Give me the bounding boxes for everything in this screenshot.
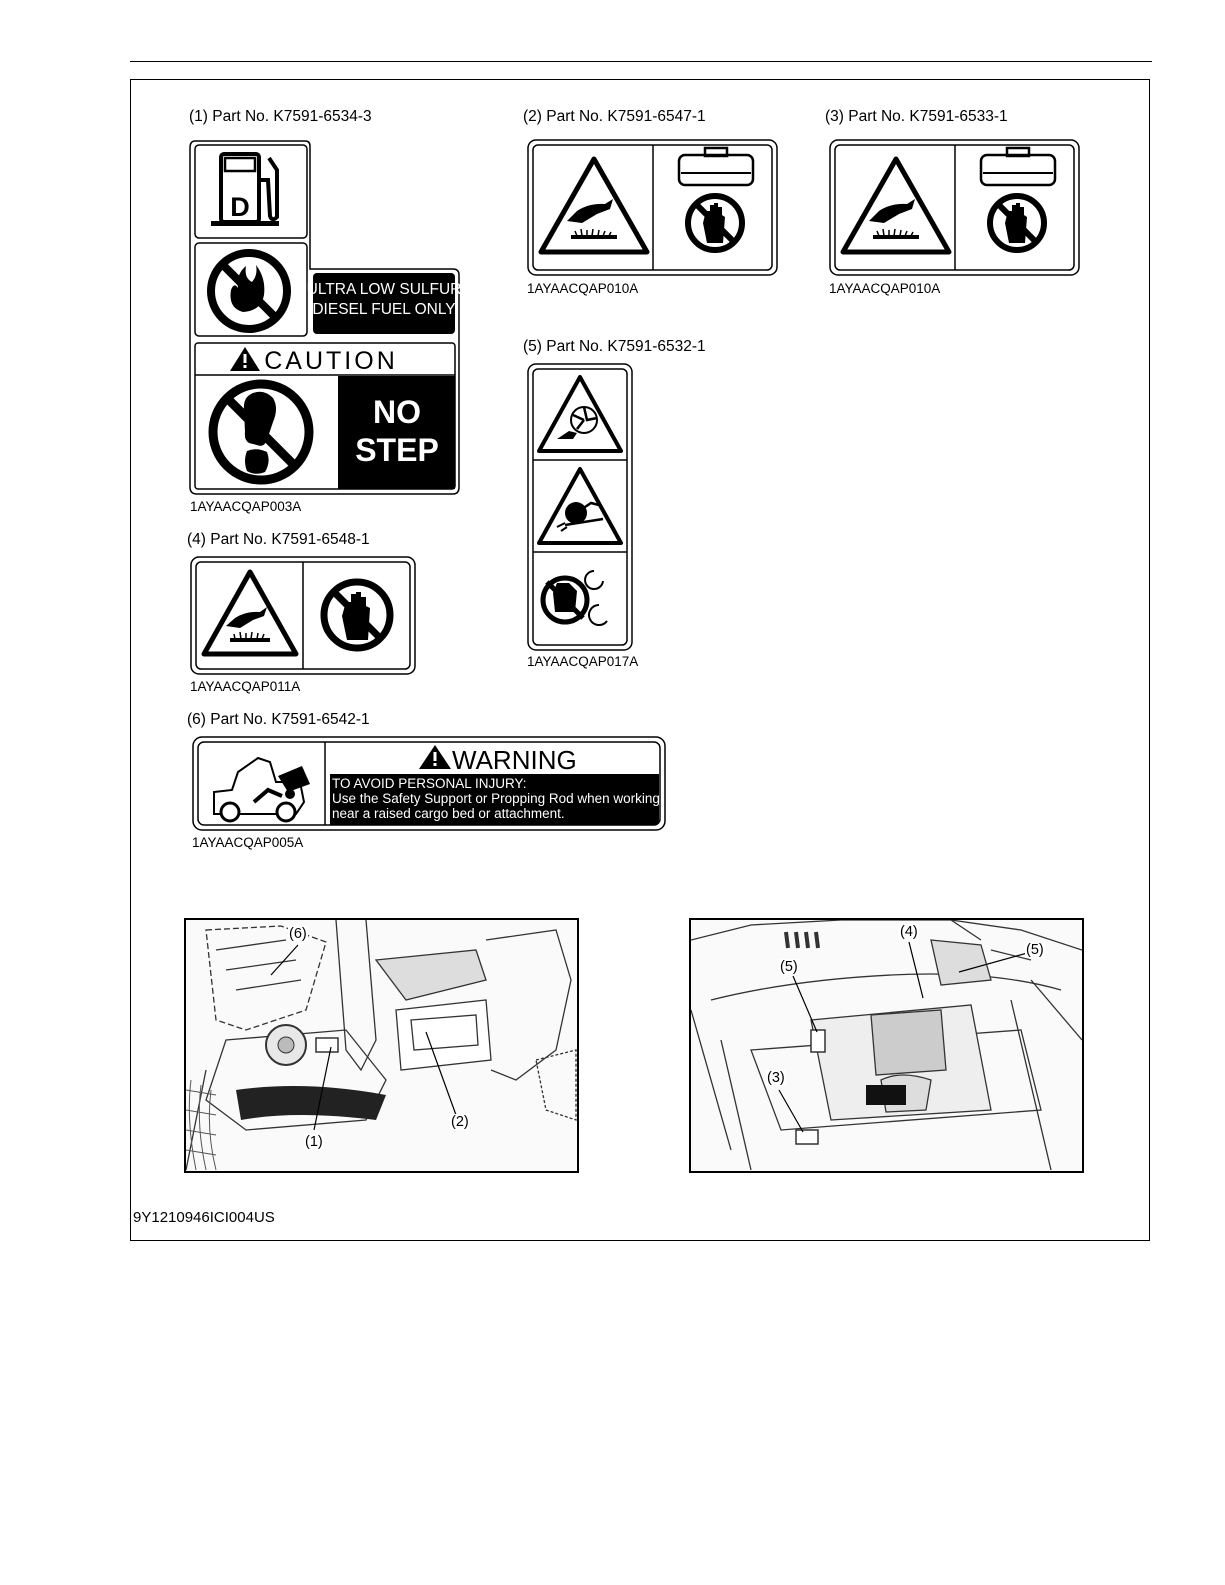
photo-label-1: (1) xyxy=(305,1134,323,1150)
decal-5-code: 1AYAACQAP017A xyxy=(527,654,639,669)
photo-label-5-right: (5) xyxy=(1026,942,1044,958)
fan-blade-warning-icon xyxy=(539,377,621,451)
no-step-line1: NO xyxy=(373,394,421,430)
photo-label-4: (4) xyxy=(900,924,918,940)
hot-surface-warning-icon xyxy=(843,159,949,252)
warning-word: WARNING xyxy=(452,745,577,775)
do-not-touch-hot-icon xyxy=(679,148,753,250)
no-step-line2: STEP xyxy=(355,432,439,468)
photo-label-3: (3) xyxy=(767,1070,785,1086)
no-hands-rotating-parts-icon xyxy=(543,571,607,625)
warning-line2: Use the Safety Support or Propping Rod when working xyxy=(332,791,660,806)
hot-surface-warning-icon xyxy=(204,572,296,654)
decal-4-code: 1AYAACQAP011A xyxy=(190,679,301,694)
decal-3-caption: (3) Part No. K7591-6533-1 xyxy=(825,108,1008,125)
do-not-touch-icon xyxy=(324,582,390,648)
fuel-label-line1: ULTRA LOW SULFUR xyxy=(306,281,461,298)
decal-4-caption: (4) Part No. K7591-6548-1 xyxy=(187,531,370,548)
photo-label-2: (2) xyxy=(451,1114,469,1130)
fuel-label-line2: DIESEL FUEL ONLY xyxy=(312,301,456,318)
fuel-pump-icon xyxy=(211,154,279,226)
decal-1-code: 1AYAACQAP003A xyxy=(190,499,302,514)
photo-label-6: (6) xyxy=(289,926,307,942)
decal-4-hot-surface xyxy=(190,556,417,676)
belt-entanglement-warning-icon xyxy=(539,469,621,543)
photo-label-5-left: (5) xyxy=(780,959,798,975)
caution-word: CAUTION xyxy=(264,347,398,375)
pump-letter: D xyxy=(230,192,250,222)
decal-6-code: 1AYAACQAP005A xyxy=(192,835,304,850)
no-step-icon xyxy=(213,384,309,480)
footer-code: 9Y1210946ICI004US xyxy=(133,1209,275,1226)
warning-triangle-icon xyxy=(419,745,451,769)
no-open-flame-icon xyxy=(211,253,287,329)
vehicle-side-photo xyxy=(184,918,579,1173)
caution-triangle-icon xyxy=(230,347,260,371)
decal-6-warning xyxy=(192,736,667,832)
decal-3-code: 1AYAACQAP010A xyxy=(829,281,941,296)
decal-6-caption: (6) Part No. K7591-6542-1 xyxy=(187,711,370,728)
warning-line3: near a raised cargo bed or attachment. xyxy=(332,806,565,821)
decal-2-hot-surface xyxy=(527,139,779,277)
decal-2-caption: (2) Part No. K7591-6547-1 xyxy=(523,108,706,125)
header-rule xyxy=(130,61,1152,62)
do-not-touch-hot-icon xyxy=(981,148,1055,250)
decal-5-caption: (5) Part No. K7591-6532-1 xyxy=(523,338,706,355)
warning-line1: TO AVOID PERSONAL INJURY: xyxy=(332,776,527,791)
decal-1-fuel-caution xyxy=(189,140,461,496)
raised-cargo-bed-icon xyxy=(214,758,310,821)
decal-3-hot-surface xyxy=(829,139,1081,277)
decal-2-code: 1AYAACQAP010A xyxy=(527,281,639,296)
decal-5-entanglement xyxy=(527,363,634,652)
cargo-area-photo xyxy=(689,918,1084,1173)
decal-1-caption: (1) Part No. K7591-6534-3 xyxy=(189,108,372,125)
hot-surface-warning-icon xyxy=(541,159,647,252)
